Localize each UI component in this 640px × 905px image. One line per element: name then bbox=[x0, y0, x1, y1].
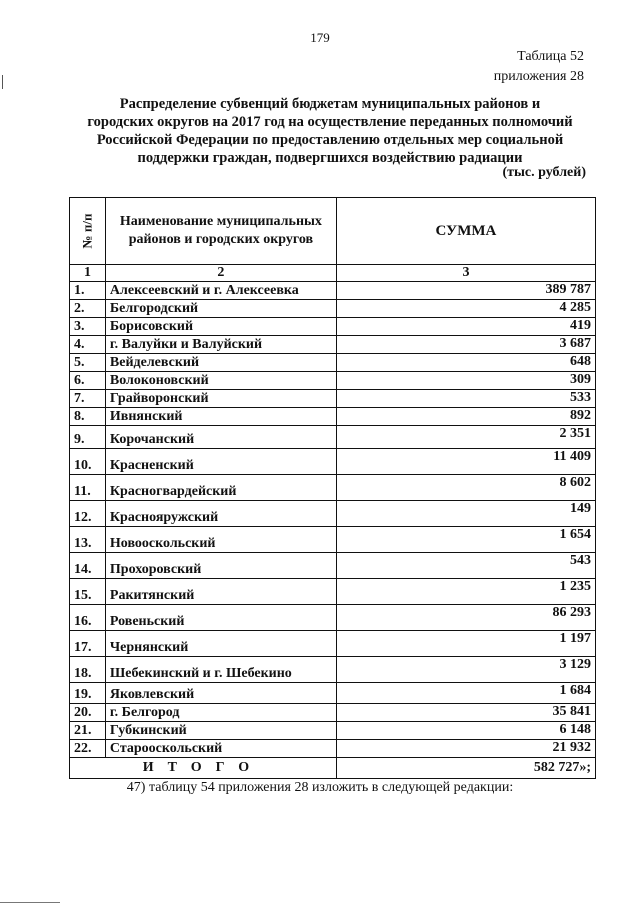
index-cell: 1 bbox=[70, 265, 106, 282]
subvention-amount: 1 684 bbox=[336, 683, 595, 704]
table-row bbox=[70, 527, 596, 553]
district-name: Яковлевский bbox=[105, 683, 336, 704]
header-row bbox=[70, 198, 596, 265]
table-row bbox=[70, 683, 596, 704]
subvention-amount: 1 654 bbox=[336, 527, 595, 553]
row-number: 9. bbox=[70, 426, 106, 449]
subvention-amount: 4 285 bbox=[336, 300, 595, 318]
district-name: Белгородский bbox=[105, 300, 336, 318]
table-row bbox=[70, 722, 596, 740]
subvention-amount: 149 bbox=[336, 501, 595, 527]
index-row bbox=[70, 265, 596, 282]
district-name: г. Валуйки и Валуйский bbox=[105, 336, 336, 354]
subvention-amount: 1 235 bbox=[336, 579, 595, 605]
row-number: 13. bbox=[70, 527, 106, 553]
district-name: Волоконовский bbox=[105, 372, 336, 390]
table-row bbox=[70, 631, 596, 657]
row-number: 2. bbox=[70, 300, 106, 318]
table-row bbox=[70, 408, 596, 426]
table-row bbox=[70, 501, 596, 527]
row-number: 22. bbox=[70, 740, 106, 758]
row-number: 1. bbox=[70, 282, 106, 300]
header-name: Наименование муниципальных районов и городских округов bbox=[105, 198, 336, 265]
table-row bbox=[70, 605, 596, 631]
row-number: 17. bbox=[70, 631, 106, 657]
table-row bbox=[70, 579, 596, 605]
table-row bbox=[70, 740, 596, 758]
table-row bbox=[70, 390, 596, 408]
table-row bbox=[70, 372, 596, 390]
title-line4: поддержки граждан, подвергшихся воздействию радиации bbox=[137, 150, 523, 166]
row-number: 11. bbox=[70, 475, 106, 501]
subvention-amount: 1 197 bbox=[336, 631, 595, 657]
header-num: № п/п bbox=[70, 198, 106, 265]
district-name: Краснояружский bbox=[105, 501, 336, 527]
district-name: Старооскольский bbox=[105, 740, 336, 758]
subvention-amount: 543 bbox=[336, 553, 595, 579]
title-line2: городских округов на 2017 год на осуществление переданных полномочий bbox=[87, 114, 573, 130]
subvention-amount: 3 129 bbox=[336, 657, 595, 683]
table-row bbox=[70, 354, 596, 372]
subvention-amount: 648 bbox=[336, 354, 595, 372]
document-title bbox=[60, 95, 600, 167]
title-line3: Российской Федерации по предоставлению отдельных мер социальной bbox=[96, 132, 564, 148]
subvention-amount: 6 148 bbox=[336, 722, 595, 740]
district-name: Вейделевский bbox=[105, 354, 336, 372]
district-name: Чернянский bbox=[105, 631, 336, 657]
total-value: 582 727»; bbox=[336, 758, 595, 779]
table-row bbox=[70, 704, 596, 722]
district-name: Грайворонский bbox=[105, 390, 336, 408]
subvention-table bbox=[69, 197, 596, 779]
subvention-amount: 389 787 bbox=[336, 282, 595, 300]
table-ref-line2: приложения 28 bbox=[493, 69, 584, 84]
subvention-amount: 21 932 bbox=[336, 740, 595, 758]
table-row bbox=[70, 449, 596, 475]
title-line1: Распределение субвенций бюджетам муниципальных районов и bbox=[119, 96, 541, 112]
district-name: Ракитянский bbox=[105, 579, 336, 605]
subvention-amount: 11 409 bbox=[336, 449, 595, 475]
table-row bbox=[70, 336, 596, 354]
margin-mark bbox=[2, 75, 3, 89]
district-name: Ровеньский bbox=[105, 605, 336, 631]
row-number: 7. bbox=[70, 390, 106, 408]
subvention-amount: 892 bbox=[336, 408, 595, 426]
row-number: 12. bbox=[70, 501, 106, 527]
subvention-amount: 8 602 bbox=[336, 475, 595, 501]
index-cell: 2 bbox=[105, 265, 336, 282]
row-number: 21. bbox=[70, 722, 106, 740]
subvention-amount: 3 687 bbox=[336, 336, 595, 354]
district-name: Ивнянский bbox=[105, 408, 336, 426]
row-number: 20. bbox=[70, 704, 106, 722]
district-name: Красненский bbox=[105, 449, 336, 475]
footer-note: 47) таблицу 54 приложения 28 изложить в следующей редакции: bbox=[126, 780, 514, 795]
district-name: Губкинский bbox=[105, 722, 336, 740]
table-row bbox=[70, 282, 596, 300]
units-label: (тыс. рублей) bbox=[502, 165, 586, 180]
index-cell: 3 bbox=[336, 265, 595, 282]
district-name: Шебекинский и г. Шебекино bbox=[105, 657, 336, 683]
total-label: ИТОГО bbox=[70, 758, 337, 779]
subvention-amount: 419 bbox=[336, 318, 595, 336]
table-ref-line1: Таблица 52 bbox=[517, 49, 584, 64]
district-name: Борисовский bbox=[105, 318, 336, 336]
district-name: Корочанский bbox=[105, 426, 336, 449]
table-row bbox=[70, 553, 596, 579]
subvention-amount: 309 bbox=[336, 372, 595, 390]
district-name: Прохоровский bbox=[105, 553, 336, 579]
district-name: Алексеевский и г. Алексеевка bbox=[105, 282, 336, 300]
subvention-amount: 86 293 bbox=[336, 605, 595, 631]
subvention-amount: 2 351 bbox=[336, 426, 595, 449]
row-number: 10. bbox=[70, 449, 106, 475]
subvention-amount: 35 841 bbox=[336, 704, 595, 722]
row-number: 3. bbox=[70, 318, 106, 336]
row-number: 15. bbox=[70, 579, 106, 605]
district-name: Новооскольский bbox=[105, 527, 336, 553]
row-number: 18. bbox=[70, 657, 106, 683]
row-number: 6. bbox=[70, 372, 106, 390]
header-sum: СУММА bbox=[336, 198, 595, 265]
bottom-divider bbox=[0, 902, 60, 903]
table-row bbox=[70, 300, 596, 318]
district-name: Красногвардейский bbox=[105, 475, 336, 501]
row-number: 8. bbox=[70, 408, 106, 426]
district-name: г. Белгород bbox=[105, 704, 336, 722]
row-number: 14. bbox=[70, 553, 106, 579]
table-row bbox=[70, 657, 596, 683]
row-number: 4. bbox=[70, 336, 106, 354]
row-number: 19. bbox=[70, 683, 106, 704]
subvention-amount: 533 bbox=[336, 390, 595, 408]
table-row bbox=[70, 318, 596, 336]
row-number: 16. bbox=[70, 605, 106, 631]
table-row bbox=[70, 426, 596, 449]
row-number: 5. bbox=[70, 354, 106, 372]
table-reference bbox=[494, 47, 584, 87]
table-row bbox=[70, 475, 596, 501]
page-number: 179 bbox=[310, 30, 330, 45]
total-row bbox=[70, 758, 596, 779]
